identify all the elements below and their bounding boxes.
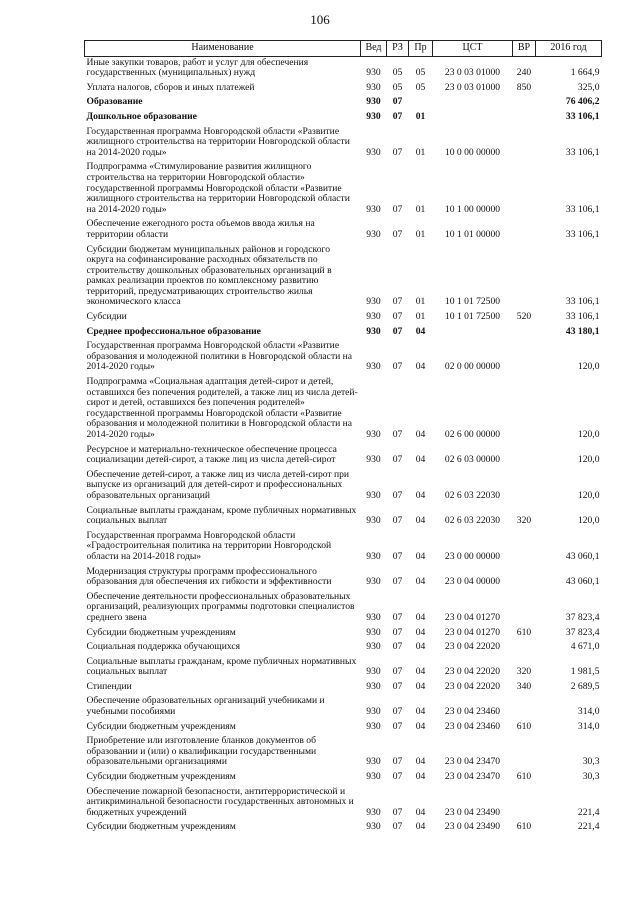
cell-ved: 930	[366, 666, 381, 678]
cell-rz: 07	[392, 806, 403, 818]
header-ved: Вед	[361, 41, 387, 57]
table-row	[85, 627, 602, 642]
cell-pr: 04	[415, 361, 426, 373]
cell-name: Обеспечение образовательных организаций учебниками и учебными пособиями	[86, 695, 325, 718]
cell-pr: 04	[415, 515, 426, 527]
cell-pr: 01	[415, 296, 426, 308]
cell-name: Образование	[86, 96, 143, 108]
cell-name: Социальные выплаты гражданам, кроме публичных нормативных социальных выплат	[86, 504, 357, 527]
cell-name: Подпрограмма «Стимулирование развития жилищного строительства на территории Новгородской области» государственной программы Новгородской области «Развитие жилищного строительства на территории Новгородской области на 2014-2020 годы»	[86, 161, 350, 215]
cell-cst: 02 6 00 00000	[444, 429, 501, 440]
cell-name: Государственная программа Новгородской области «Развитие образования и молодежной политики в Новгородской области на 2014-2020 годы»	[86, 340, 353, 373]
table-body	[85, 56, 602, 836]
cell-vr: 320	[516, 666, 532, 678]
cell-amt: 314,0	[577, 720, 600, 732]
cell-rz: 07	[392, 641, 403, 653]
cell-rz: 07	[392, 489, 403, 501]
cell-amt: 76 406,2	[565, 96, 600, 108]
table-row	[85, 96, 602, 111]
table-row	[85, 444, 602, 469]
cell-cst: 23 0 04 23470	[444, 771, 501, 783]
cell-name: Субсидии бюджетным учреждениям	[86, 821, 236, 833]
cell-rz: 07	[392, 771, 403, 783]
table-row	[85, 821, 602, 836]
cell-vr	[513, 469, 536, 505]
cell-ved: 930	[366, 771, 381, 783]
table-row	[85, 56, 602, 82]
cell-ved: 930	[366, 361, 381, 373]
cell-name: Обеспечение ежегодного роста объемов ввода жилья на территории области	[86, 218, 315, 240]
cell-vr: 340	[516, 680, 532, 692]
cell-cst	[433, 326, 513, 341]
cell-vr	[513, 786, 536, 822]
page-number: 106	[310, 12, 330, 27]
cell-pr: 04	[415, 756, 426, 768]
cell-pr: 04	[415, 806, 426, 818]
cell-rz: 07	[392, 706, 403, 718]
cell-vr	[513, 96, 536, 111]
cell-amt: 43 060,1	[565, 550, 600, 562]
cell-vr	[513, 695, 536, 720]
cell-pr: 01	[415, 146, 426, 158]
table-row	[85, 161, 602, 218]
cell-pr: 04	[415, 641, 426, 653]
cell-name: Государственная программа Новгородской области «Градостроительная политика на территории Новгородской области на 2014-2018 годы»	[86, 529, 332, 562]
cell-vr: 610	[516, 771, 532, 783]
cell-vr	[513, 591, 536, 627]
cell-ved: 930	[366, 454, 381, 466]
cell-rz: 07	[392, 666, 403, 678]
cell-ved: 930	[366, 720, 381, 732]
cell-pr: 04	[415, 821, 426, 833]
cell-cst: 23 0 04 23460	[444, 706, 501, 718]
cell-cst: 10 1 00 00000	[444, 203, 501, 215]
cell-vr	[513, 111, 536, 126]
cell-ved: 930	[366, 110, 381, 122]
cell-amt: 33 106,1	[565, 228, 600, 240]
cell-pr: 04	[415, 706, 426, 718]
cell-vr: 240	[516, 67, 532, 79]
cell-cst: 23 0 04 23470	[444, 756, 501, 768]
cell-name: Подпрограмма «Социальная адаптация детей-сирот и детей, оставшихся без попечения родителей, а также лиц из числа детей-сирот и детей, оставшихся без попечения родителей» государственной программы Новгородской области «Развитие образования и молодежной политики в Новгородской области на 2014-2020 годы»	[86, 376, 358, 440]
cell-name: Стипендии	[86, 680, 132, 692]
cell-cst: 10 1 01 72500	[444, 296, 501, 308]
cell-rz: 07	[392, 680, 403, 692]
cell-amt: 43 060,1	[565, 576, 600, 588]
cell-pr: 04	[415, 489, 426, 501]
table-row	[85, 126, 602, 162]
cell-pr: 01	[415, 311, 426, 323]
cell-pr: 04	[415, 611, 426, 623]
cell-cst: 10 1 01 72500	[444, 311, 501, 323]
cell-ved: 930	[366, 611, 381, 623]
cell-vr	[513, 735, 536, 771]
header-name: Наименование	[85, 41, 361, 57]
table-row	[85, 376, 602, 444]
cell-amt: 33 106,1	[565, 203, 600, 215]
cell-name: Уплата налогов, сборов и иных платежей	[86, 81, 255, 93]
cell-ved: 930	[366, 821, 381, 833]
cell-amt: 120,0	[577, 515, 600, 527]
cell-amt: 43 180,1	[565, 325, 600, 337]
cell-ved: 930	[366, 203, 381, 215]
cell-cst: 23 0 04 23460	[444, 720, 501, 732]
cell-cst: 23 0 03 01000	[444, 81, 501, 93]
cell-rz: 07	[392, 96, 403, 108]
cell-vr	[513, 126, 536, 162]
cell-rz: 07	[392, 515, 403, 527]
cell-amt: 1 664,9	[570, 67, 600, 79]
cell-vr: 610	[516, 720, 532, 732]
table-row	[85, 721, 602, 736]
cell-pr: 04	[415, 720, 426, 732]
cell-amt: 1 981,5	[570, 666, 600, 678]
table-row	[85, 656, 602, 681]
cell-pr: 04	[415, 576, 426, 588]
cell-vr: 520	[516, 311, 532, 323]
table-row	[85, 695, 602, 720]
cell-cst: 23 0 00 00000	[444, 550, 501, 562]
cell-vr	[513, 530, 536, 566]
cell-rz: 07	[392, 821, 403, 833]
cell-ved: 930	[366, 296, 381, 308]
cell-pr	[409, 96, 433, 111]
cell-vr	[513, 161, 536, 218]
cell-vr	[513, 566, 536, 591]
cell-vr: 610	[516, 821, 532, 833]
cell-pr: 01	[415, 228, 426, 240]
cell-rz: 07	[392, 454, 403, 466]
cell-amt: 30,3	[582, 756, 600, 768]
cell-name: Обеспечение пожарной безопасности, антитеррористической и антикриминальной безопасности государственных автономных и бюджетных учреждений	[86, 785, 354, 818]
cell-amt: 120,0	[577, 454, 600, 466]
cell-rz: 07	[392, 756, 403, 768]
cell-vr	[513, 444, 536, 469]
cell-name: Субсидии бюджетным учреждениям	[86, 771, 236, 783]
cell-pr: 04	[415, 325, 426, 337]
cell-ved: 930	[366, 706, 381, 718]
cell-rz: 07	[392, 146, 403, 158]
cell-cst: 10 0 00 00000	[444, 146, 501, 158]
cell-name: Обеспечение детей-сирот, а также лиц из числа детей-сирот при выпуске из организаций для детей-сирот и профессиональных образовательных организаций	[86, 468, 350, 501]
cell-pr: 04	[415, 666, 426, 678]
cell-cst: 23 0 04 22020	[444, 641, 501, 653]
cell-rz: 07	[392, 576, 403, 588]
cell-amt: 120,0	[577, 489, 600, 501]
cell-vr	[513, 326, 536, 341]
cell-ved: 930	[366, 756, 381, 768]
cell-ved: 930	[366, 67, 381, 79]
cell-ved: 930	[366, 489, 381, 501]
cell-amt: 37 823,4	[565, 611, 600, 623]
cell-pr: 04	[415, 429, 426, 440]
cell-cst: 23 0 04 23490	[444, 821, 501, 833]
header-year: 2016 год	[536, 41, 602, 57]
cell-vr: 610	[516, 626, 532, 638]
cell-pr: 05	[415, 81, 426, 93]
cell-ved: 930	[366, 550, 381, 562]
cell-pr: 01	[415, 110, 426, 122]
cell-amt: 221,4	[577, 821, 600, 833]
cell-ved: 930	[366, 325, 381, 337]
cell-name: Субсидии бюджетным учреждениям	[86, 720, 236, 732]
cell-amt: 325,0	[577, 81, 600, 93]
cell-amt: 120,0	[577, 429, 600, 440]
cell-rz: 07	[392, 550, 403, 562]
cell-rz: 07	[392, 429, 403, 440]
cell-pr: 04	[415, 680, 426, 692]
cell-amt: 314,0	[577, 706, 600, 718]
cell-vr	[513, 340, 536, 376]
cell-ved: 930	[366, 626, 381, 638]
cell-rz: 05	[392, 81, 403, 93]
cell-rz: 07	[392, 361, 403, 373]
cell-vr: 320	[516, 515, 532, 527]
cell-name: Субсидии бюджетам муниципальных районов и городского округа на софинансирование расходных обязательств по строительству дошкольных образовательных организаций в рамках реализации проектов по комплексному развитию территорий, предусматривающих строительство жилья экономического класса	[86, 243, 332, 308]
table-row	[85, 82, 602, 97]
cell-rz: 07	[392, 611, 403, 623]
cell-pr: 04	[415, 626, 426, 638]
cell-amt: 33 106,1	[565, 146, 600, 158]
table-row	[85, 771, 602, 786]
cell-rz: 07	[392, 325, 403, 337]
header-vr: ВР	[513, 41, 536, 57]
table-row	[85, 218, 602, 243]
cell-pr: 04	[415, 771, 426, 783]
table-row	[85, 641, 602, 656]
cell-rz: 07	[392, 311, 403, 323]
cell-cst: 23 0 04 22020	[444, 666, 501, 678]
cell-amt: 30,3	[582, 771, 600, 783]
cell-cst	[433, 111, 513, 126]
cell-amt: 37 823,4	[565, 626, 600, 638]
cell-pr: 04	[415, 550, 426, 562]
cell-ved: 930	[366, 228, 381, 240]
table-header-row	[85, 41, 602, 57]
cell-cst: 02 6 03 22030	[444, 489, 501, 501]
table-row	[85, 505, 602, 530]
cell-pr: 05	[415, 67, 426, 79]
cell-ved: 930	[366, 641, 381, 653]
cell-vr	[513, 376, 536, 444]
table-row	[85, 530, 602, 566]
cell-ved: 930	[366, 680, 381, 692]
cell-cst: 23 0 03 01000	[444, 67, 501, 79]
cell-cst: 23 0 04 23490	[444, 806, 501, 818]
cell-pr: 01	[415, 203, 426, 215]
cell-ved: 930	[366, 429, 381, 440]
cell-rz: 07	[392, 626, 403, 638]
cell-rz: 07	[392, 296, 403, 308]
cell-name: Государственная программа Новгородской области «Развитие жилищного строительства на территории Новгородской области на 2014-2020 годы»	[86, 125, 350, 158]
cell-amt: 221,4	[577, 806, 600, 818]
table-row	[85, 566, 602, 591]
cell-cst: 02 6 03 00000	[444, 454, 501, 466]
cell-rz: 07	[392, 110, 403, 122]
cell-name: Социальная поддержка обучающихся	[86, 641, 241, 653]
cell-name: Обеспечение деятельности профессиональных образовательных организаций, реализующих программы подготовки специалистов среднего звена	[86, 590, 355, 623]
cell-cst: 02 6 03 22030	[444, 515, 501, 527]
cell-rz: 07	[392, 228, 403, 240]
table-row	[85, 340, 602, 376]
cell-cst: 23 0 04 01270	[444, 611, 501, 623]
header-rz: РЗ	[387, 41, 409, 57]
cell-ved: 930	[366, 806, 381, 818]
cell-rz: 07	[392, 720, 403, 732]
cell-cst: 23 0 04 00000	[444, 576, 501, 588]
cell-name: Среднее профессиональное образование	[86, 325, 261, 337]
cell-rz: 07	[392, 203, 403, 215]
cell-ved: 930	[366, 515, 381, 527]
cell-cst: 10 1 01 00000	[444, 228, 501, 240]
cell-vr	[513, 218, 536, 243]
table-row	[85, 591, 602, 627]
table-row	[85, 735, 602, 771]
table-row	[85, 111, 602, 126]
cell-amt: 2 689,5	[570, 680, 600, 692]
cell-amt: 33 106,1	[565, 311, 600, 323]
cell-name: Иные закупки товаров, работ и услуг для обеспечения государственных (муниципальных) нужд	[86, 56, 309, 79]
header-cst: ЦСТ	[433, 41, 513, 57]
table-row	[85, 469, 602, 505]
cell-name: Ресурсное и материально-техническое обеспечение процесса социализации детей-сирот, а также лиц из числа детей-сирот	[86, 443, 337, 466]
table-row	[85, 244, 602, 312]
cell-name: Субсидии	[86, 311, 127, 323]
cell-cst	[433, 96, 513, 111]
cell-amt: 120,0	[577, 361, 600, 373]
table-row	[85, 681, 602, 696]
cell-amt: 33 106,1	[565, 110, 600, 122]
cell-name: Приобретение или изготовление бланков документов об образовании и (или) о квалификации государственными образовательными организациями	[86, 735, 317, 768]
table-row	[85, 326, 602, 341]
cell-vr	[513, 244, 536, 312]
budget-table	[84, 40, 602, 836]
cell-amt: 33 106,1	[565, 296, 600, 308]
cell-pr: 04	[415, 454, 426, 466]
cell-amt: 4 671,0	[570, 641, 600, 653]
cell-vr: 850	[516, 81, 532, 93]
cell-name: Модернизация структуры программ профессионального образования для обеспечения их гибкости и эффективности	[86, 565, 332, 588]
cell-rz: 05	[392, 67, 403, 79]
cell-name: Субсидии бюджетным учреждениям	[86, 626, 236, 638]
cell-cst: 23 0 04 22020	[444, 680, 501, 692]
cell-ved: 930	[366, 146, 381, 158]
table-row	[85, 786, 602, 822]
table-row	[85, 311, 602, 326]
cell-ved: 930	[366, 96, 381, 108]
cell-name: Дошкольное образование	[86, 110, 197, 122]
cell-vr	[513, 641, 536, 656]
cell-cst: 02 0 00 00000	[444, 361, 501, 373]
cell-ved: 930	[366, 576, 381, 588]
cell-name: Социальные выплаты гражданам, кроме публичных нормативных социальных выплат	[86, 655, 357, 678]
cell-ved: 930	[366, 311, 381, 323]
header-pr: Пр	[409, 41, 433, 57]
cell-cst: 23 0 04 01270	[444, 626, 501, 638]
cell-ved: 930	[366, 81, 381, 93]
